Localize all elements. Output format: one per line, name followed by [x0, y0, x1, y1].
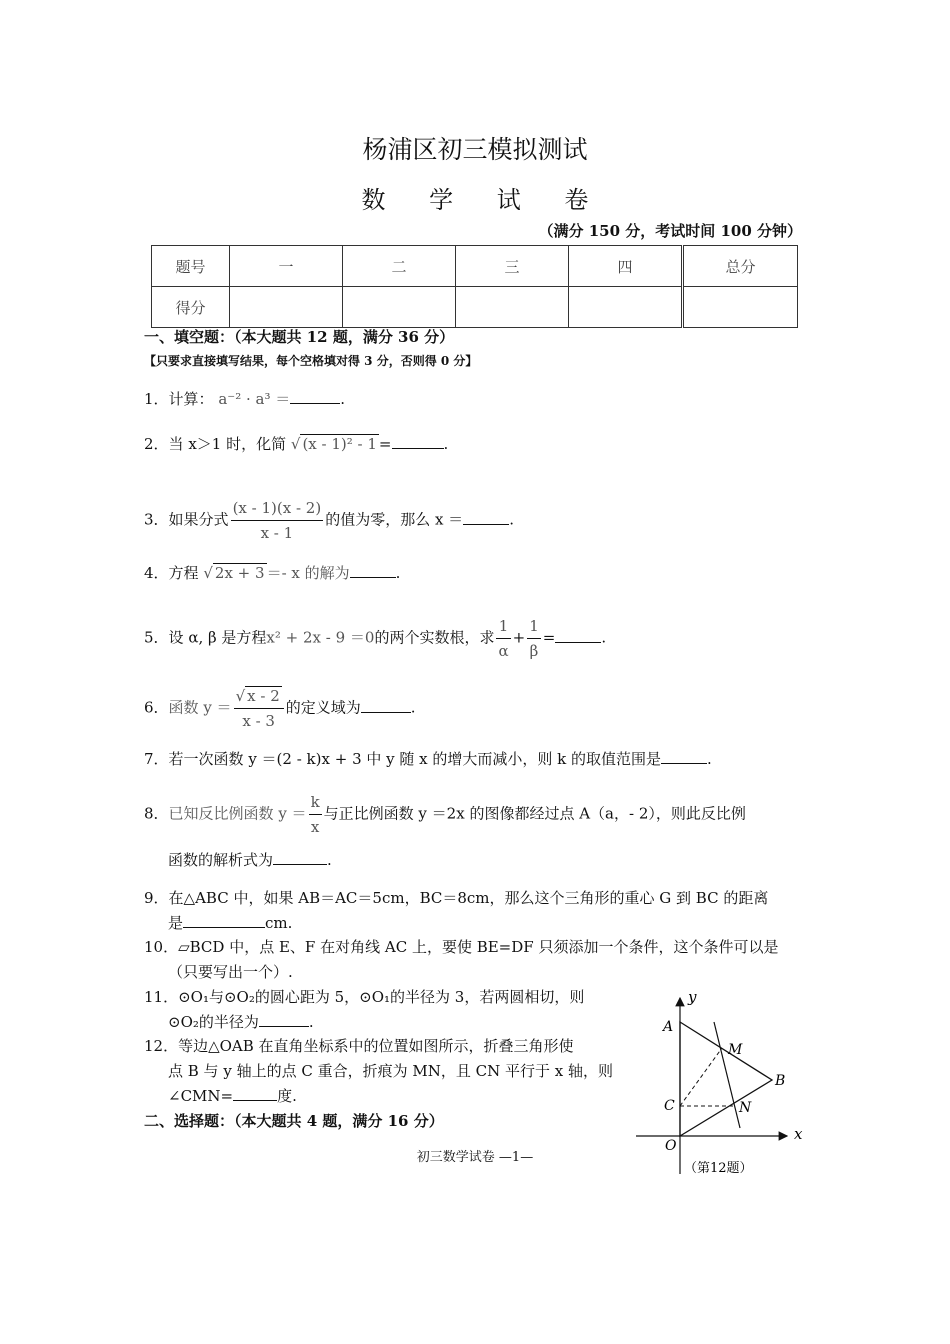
question-number: 6．: [144, 698, 169, 717]
answer-blank[interactable]: [183, 913, 265, 928]
label-a: A: [663, 1019, 674, 1035]
score-header-cell: 题号: [152, 246, 230, 287]
question-9: [144, 886, 768, 910]
question-number: 11．: [144, 988, 179, 1006]
numerator: √ x - 2: [234, 684, 284, 709]
question-end: .: [327, 851, 332, 869]
question-3: [144, 496, 514, 545]
question-12-line-3: [168, 1084, 297, 1108]
score-cell[interactable]: [569, 287, 683, 328]
equation: x² + 2x - 9 ＝0: [266, 628, 375, 647]
label-b: B: [775, 1073, 786, 1089]
question-text: ▱BCD 中，点 E、F 在对角线 AC 上，要使 BE=DF 只须添加一个条件，这个条件可以是: [178, 938, 779, 956]
radicand: (x - 1)² - 1: [302, 435, 377, 453]
numerator: k: [309, 790, 322, 815]
question-text: （只要写出一个）.: [168, 963, 293, 981]
question-1: [144, 387, 345, 411]
question-end: .: [410, 698, 416, 717]
label-m: M: [728, 1042, 743, 1058]
page-subtitle: 数 学 试 卷: [361, 186, 607, 214]
dashed-cm: [680, 1048, 722, 1106]
question-text: ⊙O₂的半径为: [168, 1013, 259, 1031]
question-10-line-2: [168, 960, 293, 984]
question-text: 若一次函数 y ＝(2 - k)x + 3 中 y 随 x 的增大而减小，则 k 的取值范围是: [168, 750, 662, 768]
question-end: .: [443, 435, 449, 453]
answer-blank[interactable]: [661, 749, 707, 764]
question-7: [144, 747, 712, 771]
equals-sign: =: [542, 628, 556, 647]
question-text: 点 B 与 y 轴上的点 C 重合，折痕为 MN，且 CN 平行于 x 轴，则: [168, 1062, 613, 1080]
question-number: 9．: [144, 889, 169, 907]
label-o: O: [665, 1138, 677, 1154]
score-cell[interactable]: [343, 287, 456, 328]
question-number: 4．: [144, 564, 169, 582]
question-5: 5．设 α, β 是方程x² + 2x - 9 ＝0的两个实数根，求 $\frac{1}{\alpha}$ + $\frac{1}{\beta}$ = .: [144, 614, 606, 663]
radicand: x - 2: [247, 687, 280, 705]
question-text: ＝- x 的解为: [266, 564, 350, 582]
sqrt-expression: √ 2x + 3: [203, 564, 265, 582]
question-10: [144, 935, 778, 959]
answer-blank[interactable]: [361, 698, 411, 713]
fraction: [496, 614, 510, 663]
question-text: 度.: [277, 1087, 297, 1105]
answer-blank[interactable]: [273, 850, 327, 865]
question-end: .: [601, 628, 607, 647]
question-text: 如果分式: [168, 510, 229, 529]
question-text: 的两个实数根，求: [374, 628, 495, 647]
question-end: .: [707, 750, 712, 768]
question-text: 等边△OAB 在直角坐标系中的位置如图所示，折叠三角形使: [178, 1037, 574, 1055]
question-9-line-2: [168, 911, 292, 935]
section-1-note: 【只要求直接填写结果，每个空格填对得 3 分，否则得 0 分】: [144, 354, 478, 368]
question-text: 函数的解析式为: [168, 851, 274, 869]
label-c: C: [664, 1098, 675, 1114]
score-cell[interactable]: [456, 287, 569, 328]
denominator: x: [310, 818, 320, 836]
section-2-title: 二、选择题：（本大题共 4 题，满分 16 分）: [144, 1112, 444, 1130]
question-12-line-2: [168, 1059, 613, 1083]
fraction: [231, 496, 324, 545]
section-1-title: 一、填空题：（本大题共 12 题，满分 36 分）: [144, 328, 455, 346]
question-8: [144, 790, 746, 839]
page-title: 杨浦区初三模拟测试: [362, 135, 588, 164]
question-text: cm.: [265, 914, 293, 932]
answer-blank[interactable]: [233, 1086, 277, 1101]
score-table: [151, 245, 798, 328]
numerator: 1: [527, 614, 541, 639]
question-end: .: [395, 564, 401, 582]
question-text: 与正比例函数 y ＝2x 的图像都经过点 A（a，- 2），则此反比例: [323, 804, 746, 823]
label-n: N: [739, 1100, 752, 1116]
question-2: [144, 432, 448, 456]
question-text: 函数 y ＝: [168, 698, 232, 717]
score-row-label: 得分: [152, 287, 230, 328]
question-number: 7．: [144, 750, 169, 768]
numerator: 1: [496, 614, 510, 639]
question-text: 设 α, β 是方程: [168, 628, 267, 647]
score-header-cell: 三: [456, 246, 569, 287]
question-text: 是: [168, 914, 184, 932]
question-number: 8．: [144, 804, 169, 823]
denominator: α: [498, 642, 509, 660]
answer-blank[interactable]: [463, 510, 509, 525]
question-6: [144, 684, 416, 733]
question-number: 10．: [144, 938, 179, 956]
question-number: 2．: [144, 435, 169, 453]
denominator: β: [529, 642, 539, 660]
question-text: 已知反比例函数 y ＝: [168, 804, 307, 823]
fraction: [234, 684, 284, 733]
question-number: 1．: [144, 390, 169, 408]
question-number: 3．: [144, 510, 169, 529]
question-text: 当 x＞1 时，化简: [168, 435, 287, 453]
label-y: y: [688, 988, 697, 1006]
label-x: x: [794, 1125, 803, 1143]
question-4: [144, 561, 400, 585]
fraction: [527, 614, 541, 663]
question-end: .: [308, 1013, 314, 1031]
score-cell[interactable]: [683, 287, 798, 328]
score-header-cell: 总分: [683, 246, 798, 287]
question-text: 的定义域为: [285, 698, 361, 717]
triangle-oab: [680, 1022, 772, 1136]
question-end: .: [340, 390, 346, 408]
score-header-cell: 四: [569, 246, 683, 287]
question-8-line-2: [168, 848, 332, 872]
question-11-line-2: [168, 1010, 314, 1034]
denominator: x - 1: [260, 524, 294, 542]
answer-blank[interactable]: [290, 389, 340, 404]
fold-line-mn: [714, 1022, 740, 1128]
question-number: 12．: [144, 1037, 179, 1055]
answer-blank[interactable]: [392, 434, 444, 449]
question-text: 的值为零，那么 x ＝: [325, 510, 464, 529]
radicand: 2x + 3: [214, 564, 265, 582]
score-header-cell: 二: [343, 246, 456, 287]
question-end: .: [509, 510, 514, 529]
page-footer: 初三数学试卷 —1—: [416, 1150, 534, 1165]
question-11: [144, 985, 584, 1009]
score-header-cell: 一: [230, 246, 343, 287]
figure-caption: （第12题）: [684, 1161, 753, 1176]
sqrt-expression: √ (x - 1)² - 1: [290, 435, 377, 453]
equals-sign: =: [378, 435, 392, 453]
question-text: ∠CMN=: [168, 1087, 234, 1105]
fraction: [309, 790, 322, 839]
question-number: 5．: [144, 628, 169, 647]
numerator: (x - 1)(x - 2): [231, 496, 324, 521]
score-note: （满分 150 分，考试时间 100 分钟）: [538, 222, 802, 240]
answer-blank[interactable]: [555, 628, 601, 643]
question-text: 计算：: [168, 390, 214, 408]
answer-blank[interactable]: [259, 1012, 309, 1027]
question-12: [144, 1034, 574, 1058]
question-text: 方程: [168, 564, 199, 582]
question-text: ⊙O₁与⊙O₂的圆心距为 5，⊙O₁的半径为 3，若两圆相切，则: [178, 988, 585, 1006]
math-expression: a⁻² · a³ ＝: [218, 390, 291, 408]
denominator: x - 3: [242, 712, 275, 730]
score-cell[interactable]: [230, 287, 343, 328]
question-text: 在△ABC 中，如果 AB＝AC＝5cm，BC＝8cm，那么这个三角形的重心 G 到 BC 的距离: [168, 889, 769, 907]
answer-blank[interactable]: [350, 563, 396, 578]
